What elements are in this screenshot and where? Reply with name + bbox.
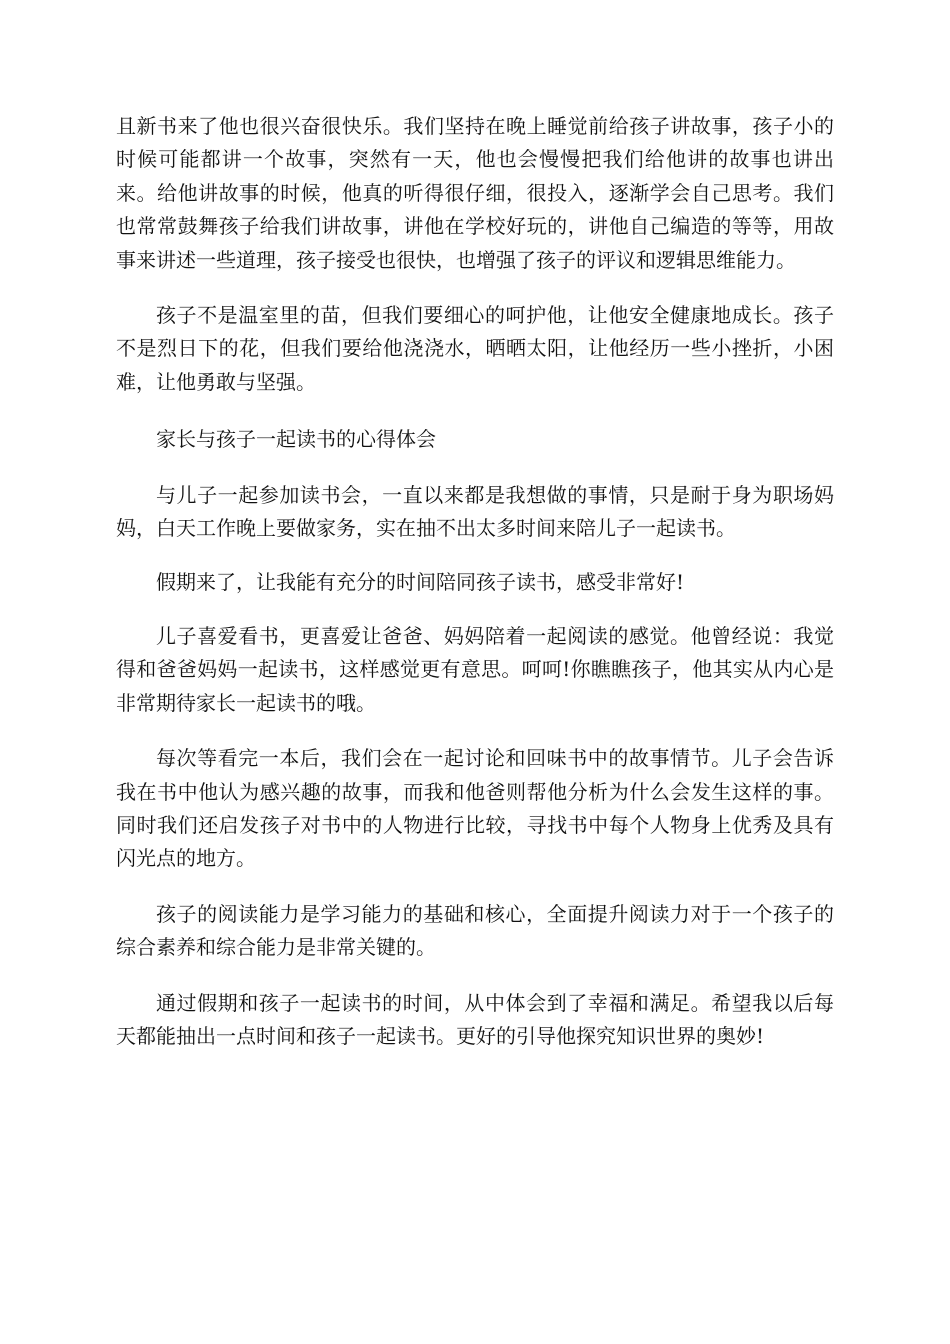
paragraph-discussion: 每次等看完一本后，我们会在一起讨论和回味书中的故事情节。儿子会告诉我在书中他认为感兴趣的故事，而我和他爸则帮他分析为什么会发生这样的事。同时我们还启发孩子对书中的人物进行比较，寻找书中每个人物身上优秀及具有闪光点的地方。 — [116, 746, 834, 871]
paragraph-continuation: 且新书来了他也很兴奋很快乐。我们坚持在晚上睡觉前给孩子讲故事，孩子小的时候可能都讲一个故事，突然有一天，他也会慢慢把我们给他讲的故事也讲出来。给他讲故事的时候，他真的听得很仔细，很投入，逐渐学会自己思考。我们也常常鼓舞孩子给我们讲故事，讲他在学校好玩的，讲他自己编造的等等，用故事来讲述一些道理，孩子接受也很快，也增强了孩子的评议和逻辑思维能力。 — [116, 114, 834, 272]
paragraph-son-loves-books: 儿子喜爱看书，更喜爱让爸爸、妈妈陪着一起阅读的感觉。他曾经说：我觉得和爸爸妈妈一起读书，这样感觉更有意思。呵呵!你瞧瞧孩子，他其实从内心是非常期待家长一起读书的哦。 — [116, 623, 834, 715]
paragraph-greenhouse-metaphor: 孩子不是温室里的苗，但我们要细心的呵护他，让他安全健康地成长。孩子不是烈日下的花，但我们要给他浇浇水，晒晒太阳，让他经历一些小挫折，小困难，让他勇敢与坚强。 — [116, 303, 834, 394]
document-page — [116, 110, 834, 1072]
paragraph-holiday: 假期来了，让我能有充分的时间陪同孩子读书，感受非常好! — [156, 570, 685, 595]
paragraph-reading-ability: 孩子的阅读能力是学习能力的基础和核心，全面提升阅读力对于一个孩子的综合素养和综合能力是非常关键的。 — [116, 901, 834, 960]
paragraph-conclusion: 通过假期和孩子一起读书的时间，从中体会到了幸福和满足。希望我以后每天都能抽出一点时间和孩子一起读书。更好的引导他探究知识世界的奥妙! — [116, 990, 834, 1048]
section-title: 家长与孩子一起读书的心得体会 — [156, 427, 436, 452]
paragraph-reading-club: 与儿子一起参加读书会，一直以来都是我想做的事情，只是耐于身为职场妈妈，白天工作晚上要做家务，实在抽不出太多时间来陪儿子一起读书。 — [116, 482, 834, 541]
